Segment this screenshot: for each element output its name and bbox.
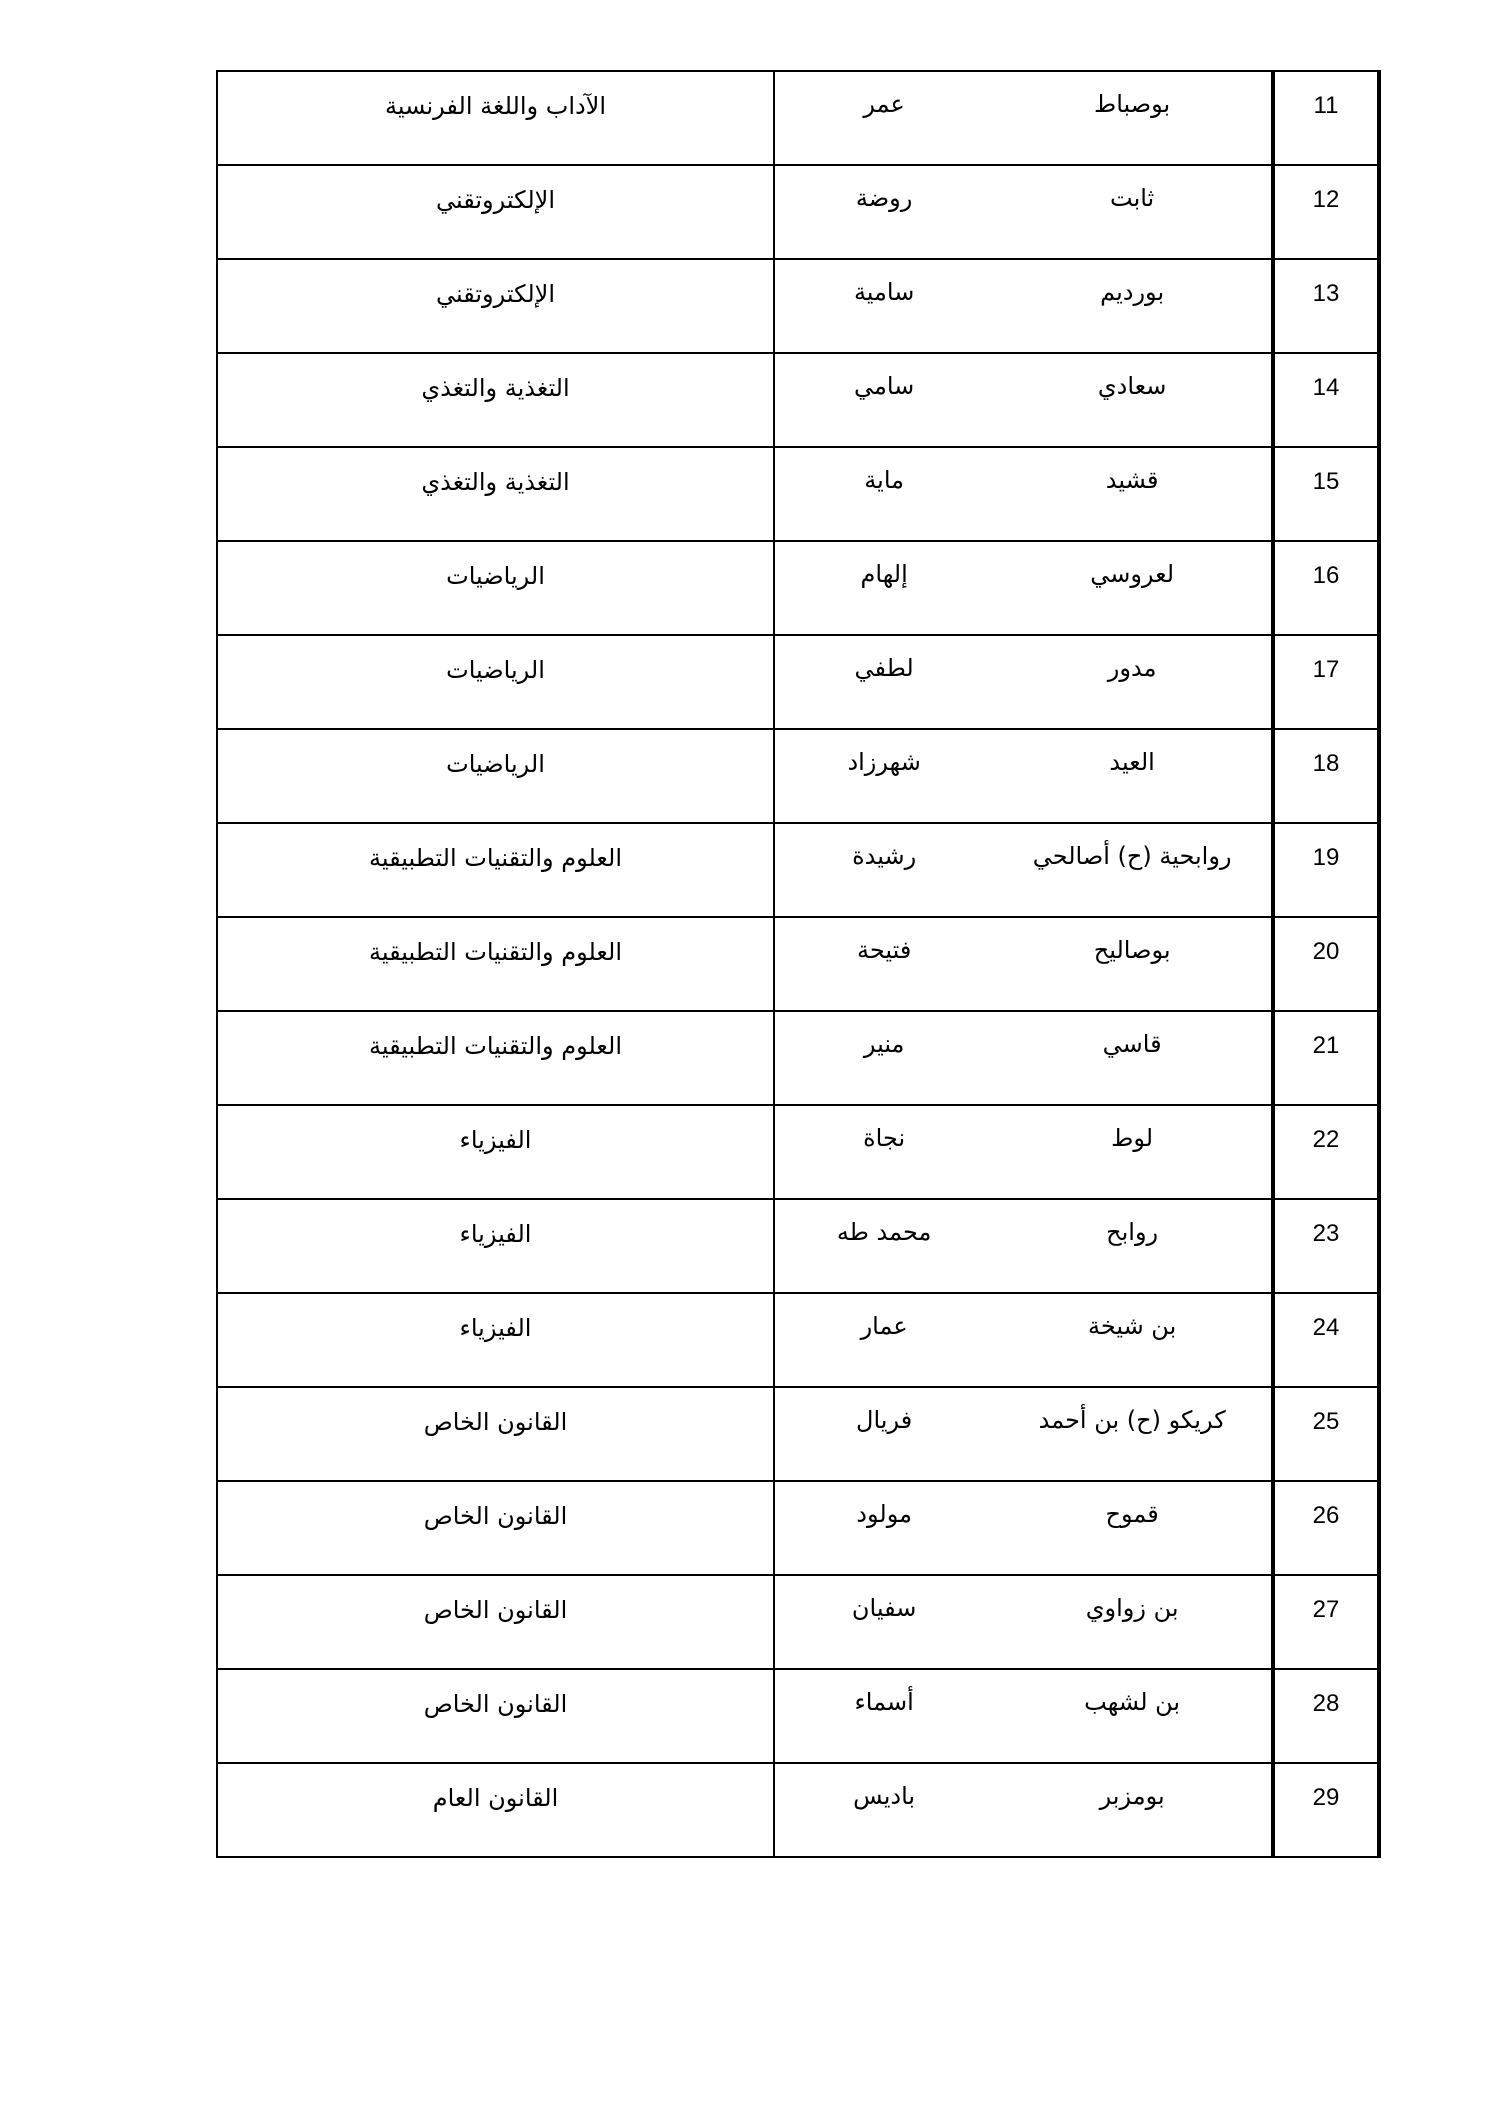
surname: لعروسي [1090, 560, 1175, 588]
table-row [217, 917, 1379, 1011]
name-wrap [775, 1200, 1271, 1292]
specialty: الفيزياء [459, 1220, 532, 1248]
table-row [217, 1105, 1379, 1199]
row-number: 21 [1312, 1032, 1340, 1059]
name-wrap [775, 730, 1271, 822]
row-number: 17 [1312, 656, 1340, 683]
table-row [217, 1293, 1379, 1387]
name-wrap [775, 166, 1271, 258]
table-row [217, 823, 1379, 917]
row-number-cell [1273, 635, 1379, 729]
table-row [217, 71, 1379, 165]
given-name: نجاة [863, 1124, 906, 1152]
given-name: أسماء [854, 1688, 914, 1716]
name-wrap [775, 448, 1271, 540]
surname: قشيد [1105, 466, 1159, 494]
full-name-cell [774, 541, 1273, 635]
given-name: رشيدة [852, 842, 917, 870]
specialty-cell [217, 353, 774, 447]
specialty-cell [217, 917, 774, 1011]
row-number-cell [1273, 541, 1379, 635]
row-number-cell [1273, 1669, 1379, 1763]
specialty: الإلكتروتقني [435, 280, 556, 308]
row-number-cell [1273, 71, 1379, 165]
specialty-cell [217, 1763, 774, 1857]
full-name-cell [774, 1387, 1273, 1481]
roster-body [217, 71, 1379, 1857]
specialty-cell [217, 1669, 774, 1763]
table-row [217, 1199, 1379, 1293]
full-name-cell [774, 71, 1273, 165]
surname: ثابت [1110, 184, 1155, 212]
row-number-cell [1273, 1387, 1379, 1481]
specialty: الإلكتروتقني [435, 186, 556, 214]
row-number: 19 [1312, 844, 1340, 871]
table-row [217, 259, 1379, 353]
surname: بن لشهب [1084, 1688, 1181, 1716]
row-number-cell [1273, 729, 1379, 823]
specialty: العلوم والتقنيات التطبيقية [368, 844, 622, 872]
specialty: التغذية والتغذي [421, 374, 570, 402]
name-wrap [775, 354, 1271, 446]
row-number: 26 [1312, 1502, 1340, 1529]
row-number: 22 [1312, 1126, 1340, 1153]
specialty: الفيزياء [459, 1126, 532, 1154]
specialty-cell [217, 1387, 774, 1481]
table-row [217, 635, 1379, 729]
name-wrap [775, 1576, 1271, 1668]
name-wrap [775, 918, 1271, 1010]
specialty-cell [217, 259, 774, 353]
table-row [217, 447, 1379, 541]
specialty-cell [217, 71, 774, 165]
full-name-cell [774, 823, 1273, 917]
specialty: الرياضيات [446, 750, 545, 778]
surname: قموح [1105, 1500, 1159, 1528]
row-number: 28 [1312, 1690, 1340, 1717]
name-wrap [775, 1012, 1271, 1104]
table-row [217, 541, 1379, 635]
full-name-cell [774, 1763, 1273, 1857]
name-wrap [775, 1764, 1271, 1856]
given-name: سفيان [851, 1594, 917, 1622]
specialty: الرياضيات [446, 656, 545, 684]
surname: العيد [1109, 748, 1155, 776]
row-number: 13 [1312, 280, 1340, 307]
given-name: سامي [853, 372, 915, 400]
full-name-cell [774, 1293, 1273, 1387]
full-name-cell [774, 635, 1273, 729]
given-name: محمد طه [836, 1218, 932, 1246]
row-number-cell [1273, 165, 1379, 259]
given-name: فتيحة [856, 936, 912, 964]
specialty: الرياضيات [446, 562, 545, 590]
full-name-cell [774, 1669, 1273, 1763]
specialty-cell [217, 729, 774, 823]
table-row [217, 729, 1379, 823]
table-row [217, 1011, 1379, 1105]
name-wrap [775, 1482, 1271, 1574]
row-number-cell [1273, 1199, 1379, 1293]
specialty: القانون الخاص [423, 1502, 568, 1530]
specialty: القانون الخاص [423, 1596, 568, 1624]
full-name-cell [774, 1575, 1273, 1669]
row-number-cell [1273, 917, 1379, 1011]
specialty: القانون الخاص [423, 1408, 568, 1436]
name-wrap [775, 542, 1271, 634]
specialty: العلوم والتقنيات التطبيقية [368, 938, 622, 966]
specialty: الآداب واللغة الفرنسية [384, 92, 607, 120]
specialty-cell [217, 541, 774, 635]
full-name-cell [774, 259, 1273, 353]
full-name-cell [774, 1011, 1273, 1105]
full-name-cell [774, 165, 1273, 259]
given-name: منير [863, 1030, 905, 1058]
row-number: 25 [1312, 1408, 1340, 1435]
name-wrap [775, 72, 1271, 164]
surname: قاسي [1102, 1030, 1162, 1058]
specialty: القانون العام [432, 1784, 559, 1812]
full-name-cell [774, 1105, 1273, 1199]
name-wrap [775, 260, 1271, 352]
specialty-cell [217, 1575, 774, 1669]
specialty-cell [217, 1199, 774, 1293]
given-name: باديس [853, 1782, 916, 1810]
surname: مدور [1107, 654, 1157, 682]
name-wrap [775, 1106, 1271, 1198]
table-row [217, 1481, 1379, 1575]
row-number-cell [1273, 447, 1379, 541]
surname: بن زواوي [1085, 1594, 1179, 1622]
table-row [217, 1387, 1379, 1481]
specialty: العلوم والتقنيات التطبيقية [368, 1032, 622, 1060]
row-number: 18 [1312, 750, 1340, 777]
table-row [217, 1669, 1379, 1763]
given-name: فريال [856, 1406, 913, 1434]
row-number-cell [1273, 1481, 1379, 1575]
row-number-cell [1273, 1763, 1379, 1857]
specialty-cell [217, 165, 774, 259]
full-name-cell [774, 353, 1273, 447]
row-number-cell [1273, 353, 1379, 447]
given-name: شهرزاد [847, 748, 921, 776]
name-wrap [775, 1388, 1271, 1480]
table-row [217, 165, 1379, 259]
given-name: روضة [855, 184, 913, 212]
surname: روابحية (ح) أصالحي [1032, 842, 1232, 870]
name-wrap [775, 1670, 1271, 1762]
row-number: 24 [1312, 1314, 1340, 1341]
given-name: سامية [853, 278, 915, 306]
surname: روابح [1106, 1218, 1159, 1246]
name-wrap [775, 636, 1271, 728]
specialty: الفيزياء [459, 1314, 532, 1342]
surname: سعادي [1097, 372, 1167, 400]
row-number: 16 [1312, 562, 1340, 589]
surname: بن شيخة [1087, 1312, 1177, 1340]
specialty-cell [217, 823, 774, 917]
given-name: ماية [864, 466, 904, 494]
row-number: 12 [1312, 186, 1340, 213]
full-name-cell [774, 1199, 1273, 1293]
row-number-cell [1273, 823, 1379, 917]
specialty-cell [217, 1293, 774, 1387]
roster-table [216, 70, 1381, 1858]
name-wrap [775, 1294, 1271, 1386]
surname: لوط [1111, 1124, 1154, 1152]
row-number-cell [1273, 259, 1379, 353]
row-number: 15 [1312, 468, 1340, 495]
table-row [217, 1763, 1379, 1857]
row-number-cell [1273, 1575, 1379, 1669]
table-row [217, 353, 1379, 447]
row-number: 27 [1312, 1596, 1340, 1623]
given-name: لطفي [854, 654, 914, 682]
full-name-cell [774, 1481, 1273, 1575]
surname: بوصباط [1094, 90, 1171, 118]
specialty-cell [217, 1481, 774, 1575]
row-number: 11 [1313, 92, 1339, 119]
specialty-cell [217, 635, 774, 729]
given-name: عمار [860, 1312, 908, 1340]
table-row [217, 1575, 1379, 1669]
specialty-cell [217, 1011, 774, 1105]
specialty: التغذية والتغذي [421, 468, 570, 496]
specialty-cell [217, 1105, 774, 1199]
row-number-cell [1273, 1011, 1379, 1105]
specialty: القانون الخاص [423, 1690, 568, 1718]
row-number: 14 [1312, 374, 1340, 401]
surname: كريكو (ح) بن أحمد [1038, 1406, 1226, 1434]
surname: بومزبر [1099, 1782, 1165, 1810]
given-name: مولود [856, 1500, 912, 1528]
given-name: إلهام [860, 560, 908, 588]
name-wrap [775, 824, 1271, 916]
row-number: 29 [1312, 1784, 1340, 1811]
row-number: 23 [1312, 1220, 1340, 1247]
row-number: 20 [1312, 938, 1340, 965]
surname: بوصاليح [1093, 936, 1171, 964]
surname: بورديم [1100, 278, 1165, 306]
full-name-cell [774, 917, 1273, 1011]
full-name-cell [774, 447, 1273, 541]
given-name: عمر [863, 90, 905, 118]
row-number-cell [1273, 1293, 1379, 1387]
row-number-cell [1273, 1105, 1379, 1199]
specialty-cell [217, 447, 774, 541]
full-name-cell [774, 729, 1273, 823]
